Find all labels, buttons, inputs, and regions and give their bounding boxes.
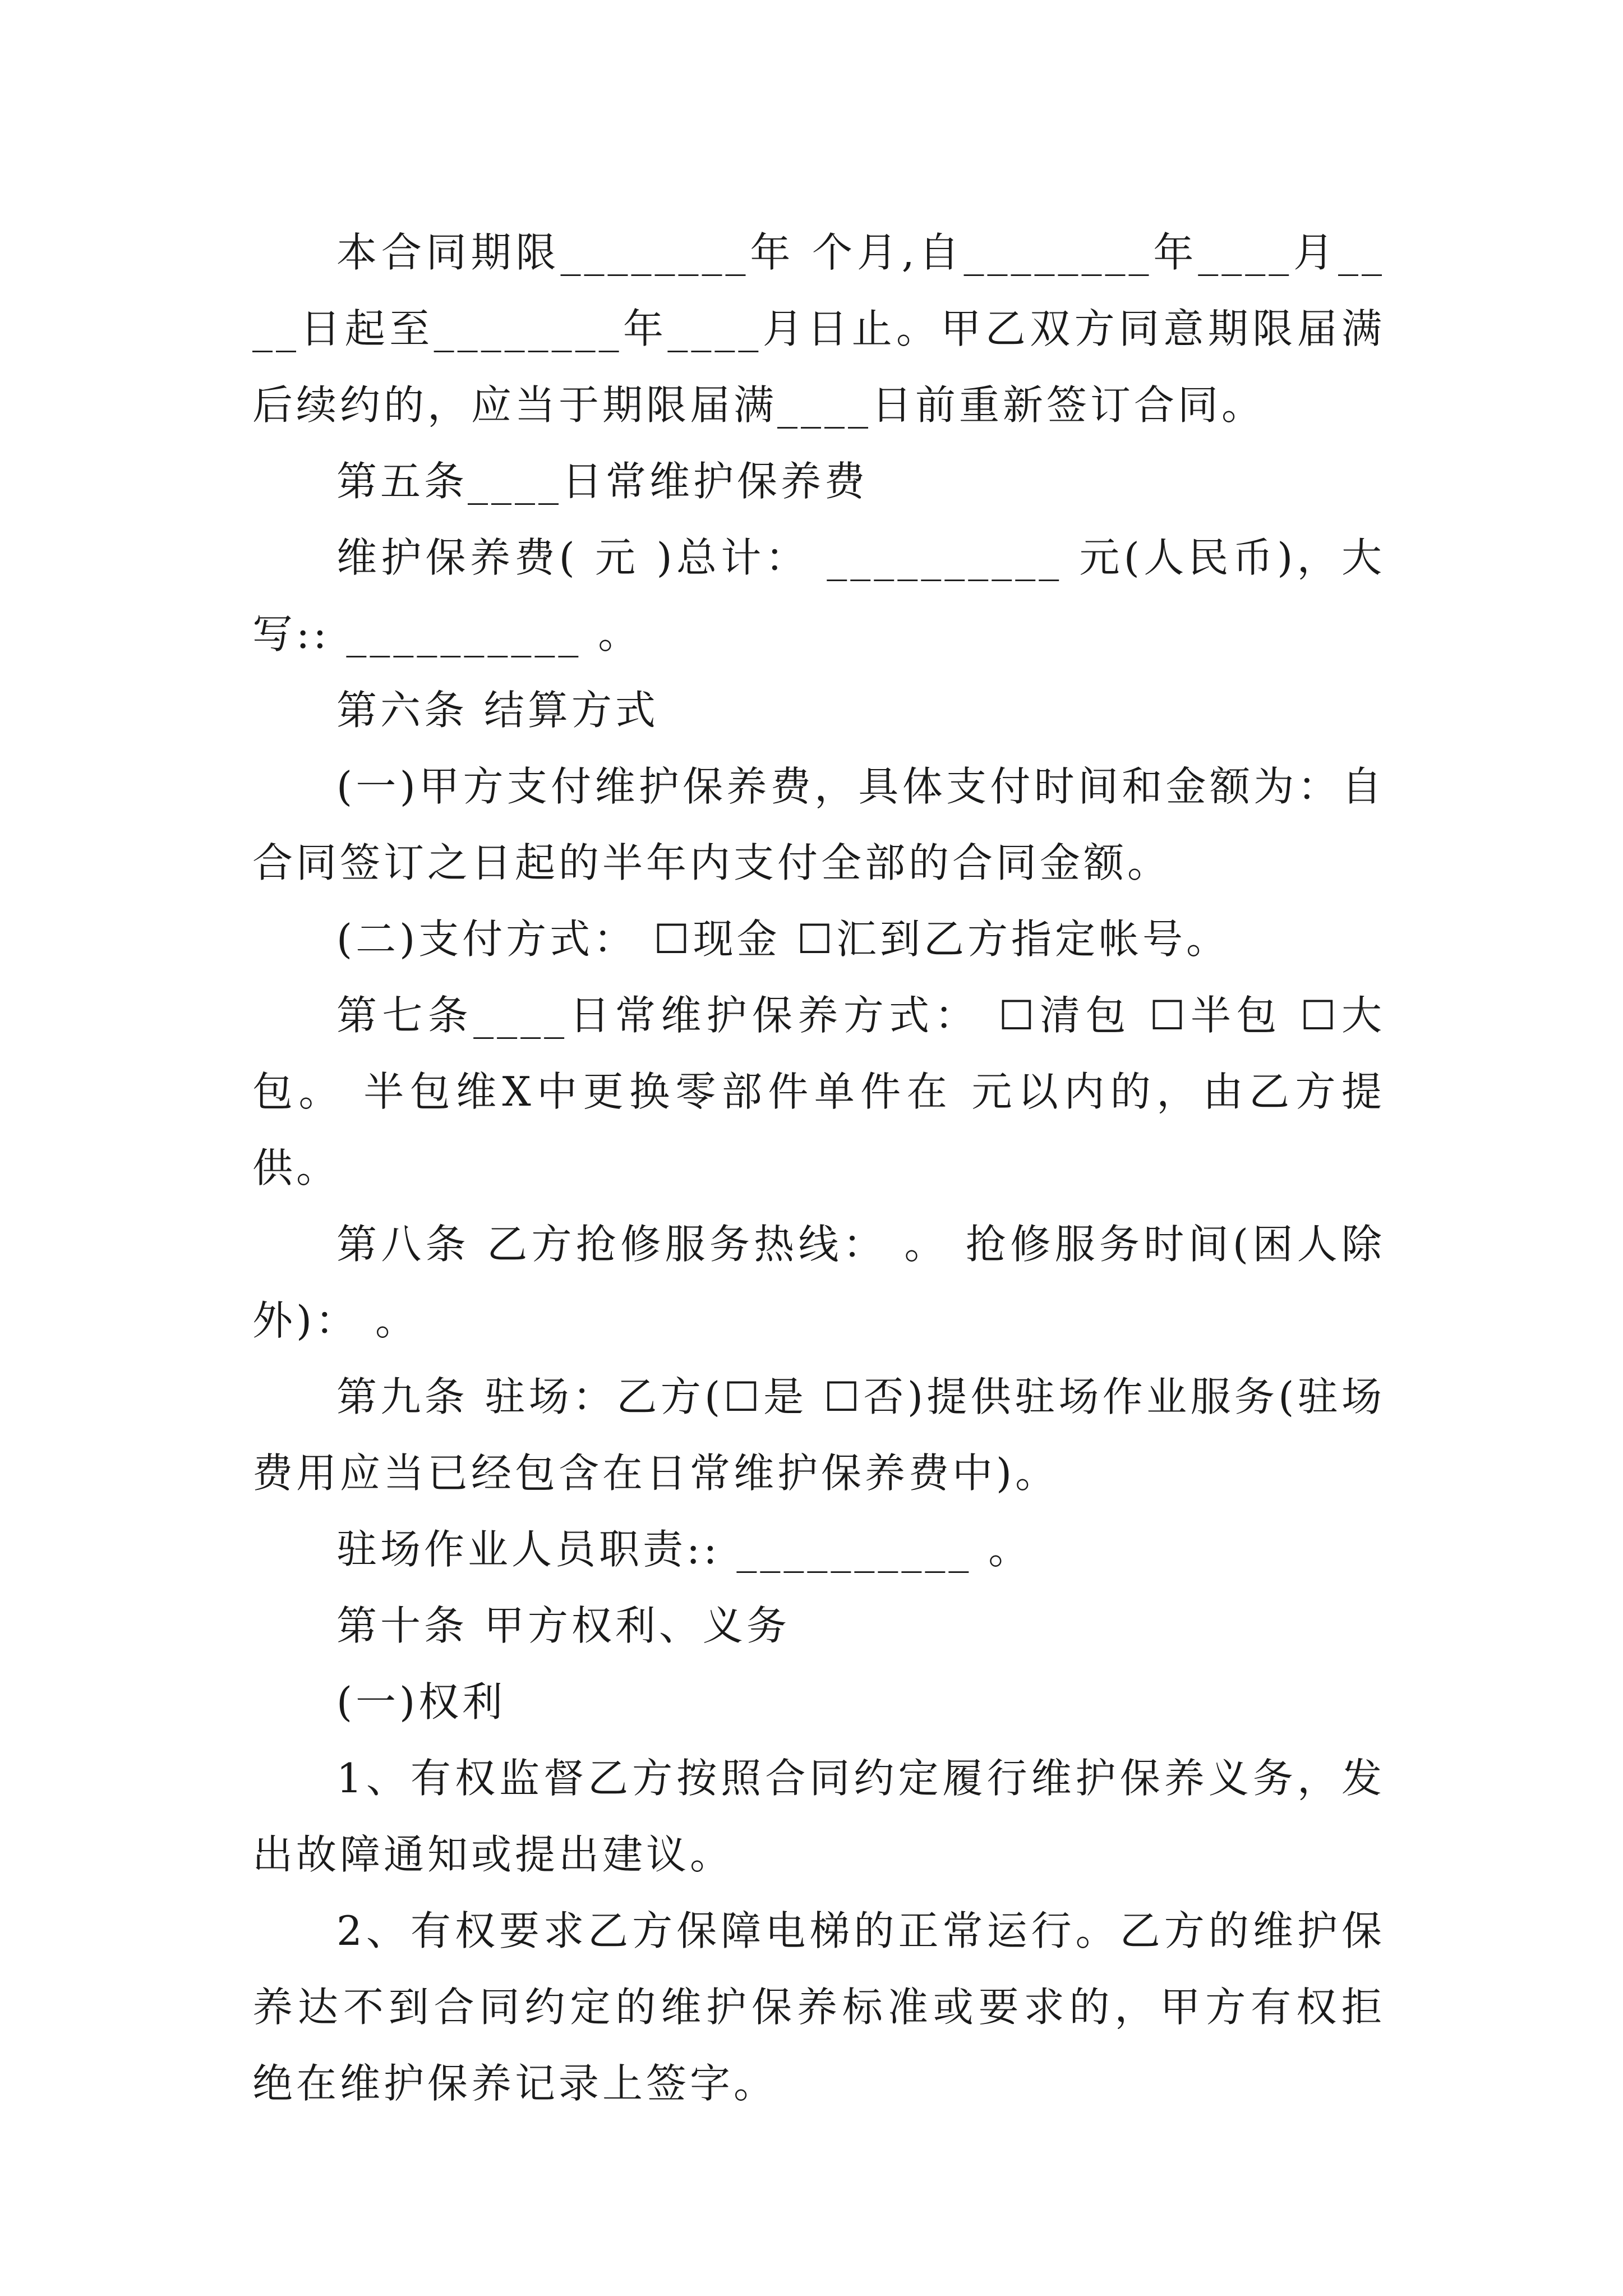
- heading-article-5: 第五条____日常维护保养费: [336, 458, 869, 505]
- heading-article-6: 第六条 结算方式: [336, 687, 659, 734]
- paragraph-onsite-duties: 驻场作业人员职责:: __________ 。: [336, 1526, 1032, 1573]
- paragraph-contract-term: 本合同期限________年 个月,自________年____月____日起至________年____月日止。甲乙双方同意期限届满后续约的，应当于期限届满____日前重新签订合同。: [252, 229, 1385, 429]
- paragraph-article-7: 第七条____日常维护保养方式： ☐清包 ☐半包 ☐大包。 半包维X中更换零部件单件在 元以内的，由乙方提供。: [252, 992, 1385, 1191]
- paragraph-right-1: 1、有权监督乙方按照合同约定履行维护保养义务，发出故障通知或提出建议。: [252, 1755, 1385, 1878]
- paragraph-right-2: 2、有权要求乙方保障电梯的正常运行。乙方的维护保养达不到合同约定的维护保养标准或要求的，甲方有权拒绝在维护保养记录上签字。: [252, 1907, 1385, 2107]
- document-body: [252, 214, 1385, 2122]
- paragraph-payment-schedule: (一)甲方支付维护保养费，具体支付时间和金额为：自合同签订之日起的半年内支付全部的合同金额。: [252, 763, 1385, 886]
- heading-rights: (一)权利: [336, 1678, 506, 1726]
- paragraph-article-9: 第九条 驻场：乙方(☐是 ☐否)提供驻场作业服务(驻场费用应当已经包含在日常维护保养费中)。: [252, 1373, 1385, 1497]
- paragraph-article-8: 第八条 乙方抢修服务热线： 。 抢修服务时间(困人除外)： 。: [252, 1221, 1385, 1344]
- paragraph-maintenance-fee: 维护保养费( 元 )总计： __________ 元(人民币)，大写:: __________ 。: [252, 534, 1385, 657]
- paragraph-payment-method: (二)支付方式： ☐现金 ☐汇到乙方指定帐号。: [336, 915, 1230, 963]
- heading-article-10: 第十条 甲方权利、义务: [336, 1602, 790, 1649]
